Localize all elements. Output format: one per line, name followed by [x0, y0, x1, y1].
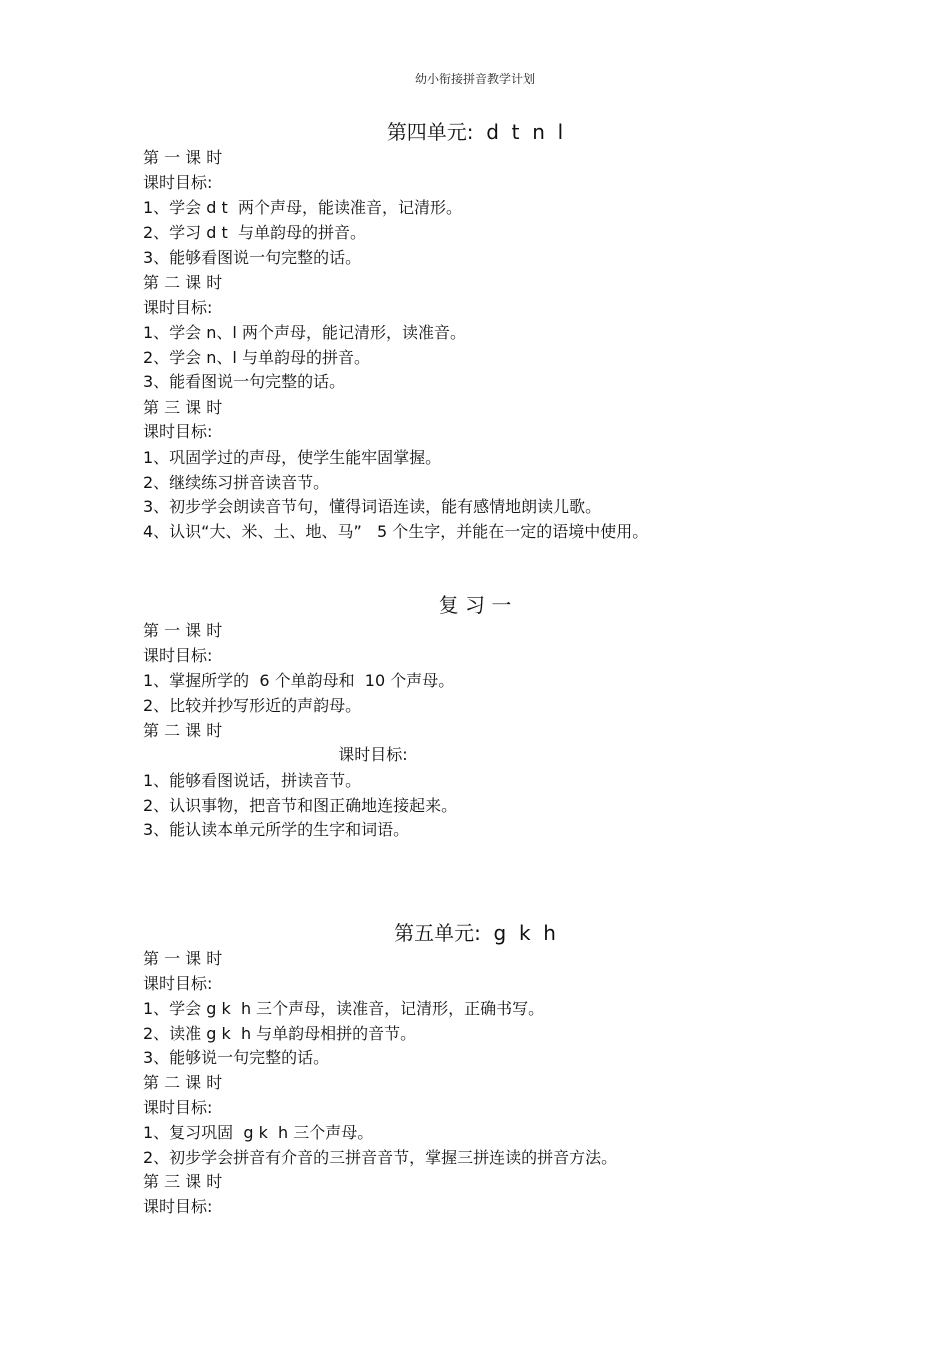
unit4-period3-item: 4、认识“大、米、土、地、马” 5 个生字，并能在一定的语境中使用。 — [143, 522, 649, 541]
review1-period2-item: 3、能认读本单元所学的生字和词语。 — [143, 820, 410, 839]
unit5-period2-heading: 第 二 课 时 — [143, 1073, 223, 1092]
unit4-period1-heading: 第 一 课 时 — [143, 148, 223, 167]
review1-period1-item: 2、比较并抄写形近的声韵母。 — [143, 696, 362, 715]
unit4-period1-item: 2、学习 d t 与单韵母的拼音。 — [143, 223, 366, 242]
unit4-period2-item: 1、学会 n、l 两个声母，能记清形，读准音。 — [143, 323, 466, 342]
unit5-period2-item: 1、复习巩固 g k h 三个声母。 — [143, 1123, 374, 1142]
review1-period1-goal-label: 课时目标: — [143, 646, 213, 665]
unit5-title: 第五单元: g k h — [394, 921, 556, 945]
unit4-period3-item: 1、巩固学过的声母，使学生能牢固掌握。 — [143, 448, 442, 467]
unit5-period3-goal-label: 课时目标: — [143, 1197, 213, 1216]
review1-period1-item: 1、掌握所学的 6 个单韵母和 10 个声母。 — [143, 671, 455, 690]
unit4-period1-item: 1、学会 d t 两个声母，能读准音，记清形。 — [143, 198, 462, 217]
review1-period2-item: 1、能够看图说话，拼读音节。 — [143, 771, 362, 790]
review1-period1-heading: 第 一 课 时 — [143, 621, 223, 640]
unit4-period2-item: 3、能看图说一句完整的话。 — [143, 372, 346, 391]
unit5-period1-item: 2、读准 g k h 与单韵母相拼的音节。 — [143, 1024, 417, 1043]
unit4-period3-heading: 第 三 课 时 — [143, 398, 223, 417]
unit4-period2-item: 2、学会 n、l 与单韵母的拼音。 — [143, 348, 370, 367]
unit5-period3-heading: 第 三 课 时 — [143, 1172, 223, 1191]
unit5-period1-heading: 第 一 课 时 — [143, 949, 223, 968]
unit5-period1-item: 1、学会 g k h 三个声母，读准音，记清形，正确书写。 — [143, 999, 545, 1018]
unit5-period1-goal-label: 课时目标: — [143, 974, 213, 993]
unit4-period1-item: 3、能够看图说一句完整的话。 — [143, 248, 362, 267]
review1-title: 复 习 一 — [438, 593, 512, 617]
unit4-period2-goal-label: 课时目标: — [143, 298, 213, 317]
unit4-title: 第四单元: d t n l — [386, 120, 564, 144]
unit4-period1-goal-label: 课时目标: — [143, 173, 213, 192]
unit5-period1-item: 3、能够说一句完整的话。 — [143, 1048, 330, 1067]
unit5-period2-item: 2、初步学会拼音有介音的三拼音音节，掌握三拼连读的拼音方法。 — [143, 1148, 618, 1167]
unit4-period3-goal-label: 课时目标: — [143, 422, 213, 441]
review1-period2-item: 2、认识事物，把音节和图正确地连接起来。 — [143, 796, 458, 815]
page-header: 幼小衔接拼音教学计划 — [414, 72, 535, 86]
unit5-period2-goal-label: 课时目标: — [143, 1098, 213, 1117]
unit4-period2-heading: 第 二 课 时 — [143, 273, 223, 292]
unit4-period3-item: 2、继续练习拼音读音节。 — [143, 473, 330, 492]
unit4-period3-item: 3、初步学会朗读音节句，懂得词语连读，能有感情地朗读儿歌。 — [143, 497, 602, 516]
review1-period2-goal-label: 课时目标: — [338, 745, 408, 764]
review1-period2-heading: 第 二 课 时 — [143, 721, 223, 740]
